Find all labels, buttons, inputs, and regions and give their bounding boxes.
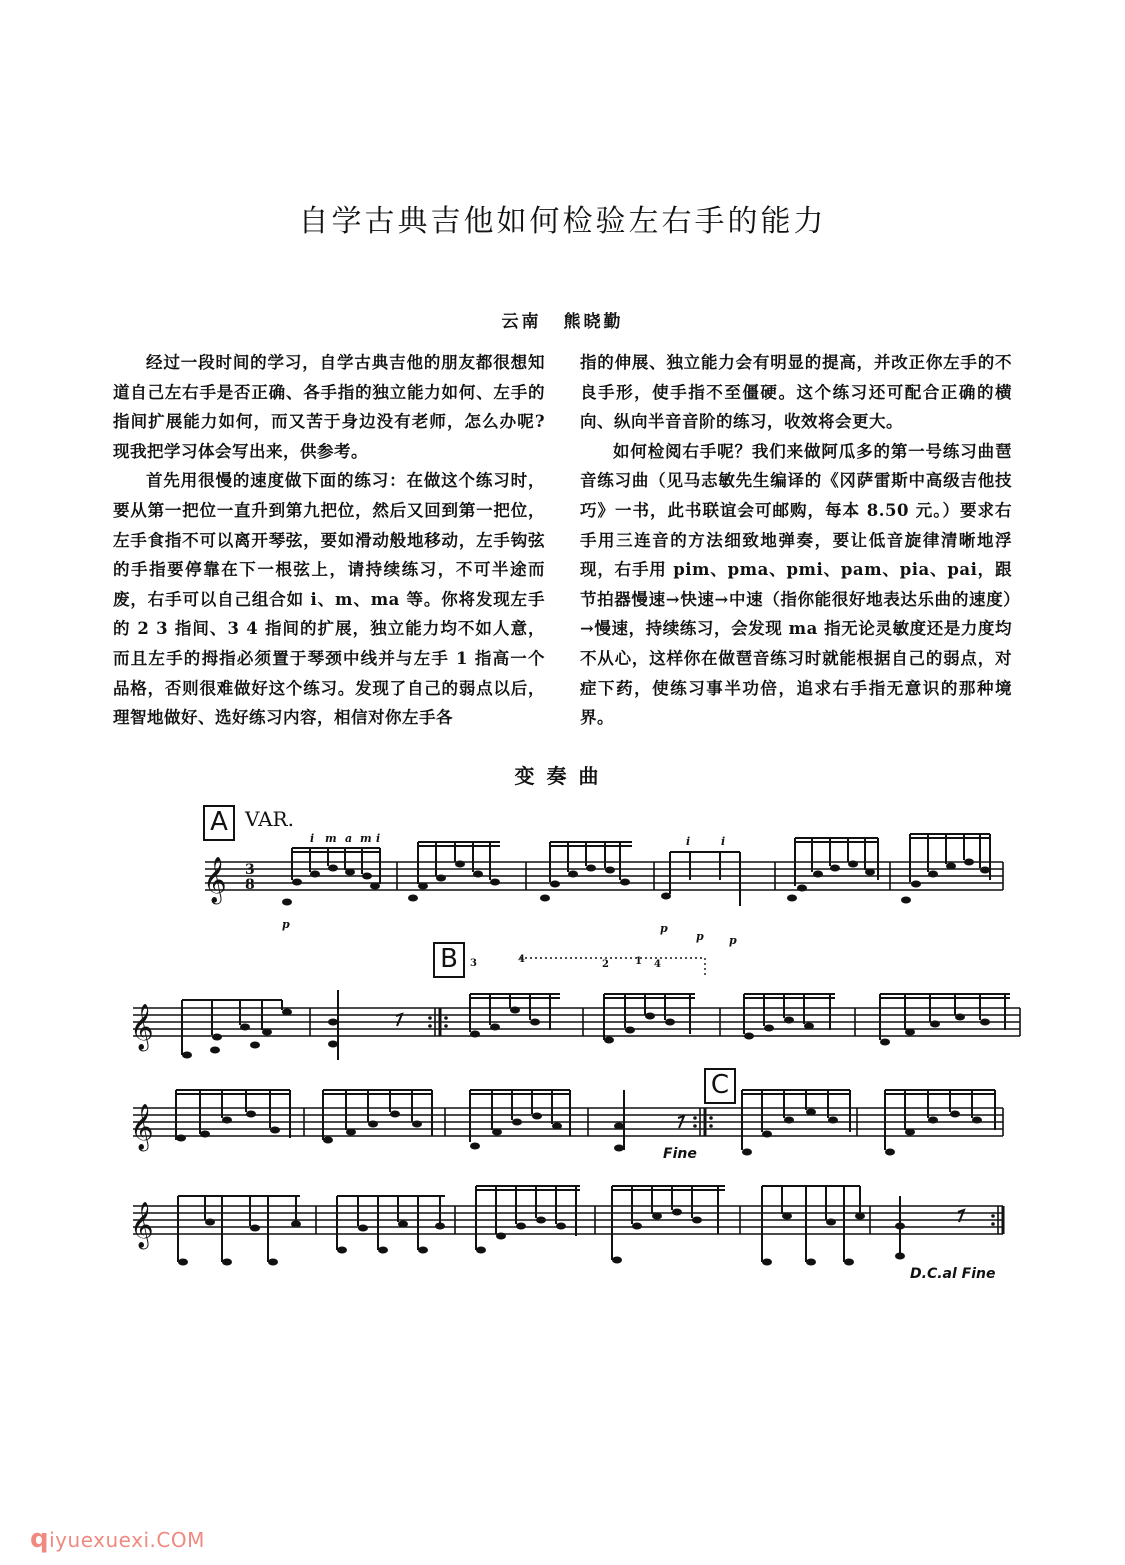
score-title: 变奏曲 <box>514 764 611 788</box>
svg-text:p: p <box>282 918 290 931</box>
paragraph-4: 如何检阅右手呢？我们来做阿瓜多的第一号练习曲琶音练习曲（见马志敏先生编译的《冈萨雷斯中高级吉他技巧》一书，此书联谊会可邮购，每本 8.50 元。）要求右手用三连音的方法细致地弹奏，要让低音旋律清晰地浮现，右手用 pim、pma、pmi、pam、pia、pai，跟节拍器慢速→快速→中速（指你能很好地表达乐曲的速度）→慢速，持续练习，会发现 ma 指无论灵敏度还是力度均不从心，这样你在做琶音练习时就能根据自己的弱点，对症下药，使练习事半功倍，追求右手指无意识的那种境界。 <box>580 441 1012 728</box>
staff-4 <box>133 1206 1003 1234</box>
rehearsal-mark-b: B <box>433 942 465 978</box>
left-hand-fingering <box>470 954 661 970</box>
treble-clef-icon: 𝄞 <box>130 1104 154 1150</box>
svg-text:p: p <box>729 934 737 947</box>
svg-text:2: 2 <box>602 959 609 970</box>
variation-label: VAR. <box>245 807 294 831</box>
svg-text:i: i <box>376 832 381 845</box>
treble-clef-icon: 𝄞 <box>130 1004 154 1050</box>
paragraph-1: 经过一段时间的学习，自学古典吉他的朋友都很想知道自己左右手是否正确、各手指的独立能力如何、左手的指间扩展能力如何，而又苦于身边没有老师，怎么办呢?现我把学习体会写出来，供参考。 <box>113 353 545 461</box>
svg-text:i: i <box>310 832 315 845</box>
svg-text:i: i <box>721 835 726 848</box>
svg-text:1: 1 <box>635 956 642 967</box>
svg-text:3: 3 <box>470 958 477 969</box>
treble-clef-icon: 𝄞 <box>130 1202 154 1248</box>
fine-marking: Fine <box>663 1146 697 1162</box>
time-signature-top: 3 <box>245 862 255 878</box>
paragraph-2: 首先用很慢的速度做下面的练习：在做这个练习时，要从第一把位一直升到第九把位，然后又回到第一把位，左手食指不可以离开琴弦，要如滑动般地移动，左手钩弦的手指要停靠在下一根弦上，请持续练习，不可半途而废，右手可以自己组合如 i、m、ma 等。你将发现左手的 2 3 指间、3 4 指间的扩展，独立能力均不如人意，而且左手的拇指必须置于琴颈中线并与左手 1 指高一个品格，否则很难做好这个练习。发现了自己的弱点以后，理智地做好、选好练习内容，相信对你左手各 <box>113 471 545 728</box>
rehearsal-mark-c: C <box>704 1068 736 1104</box>
author-name: 熊晓勤 <box>563 312 624 332</box>
watermark-text: iyuexuexi.COM <box>49 1528 205 1552</box>
paragraph-3: 指的伸展、独立能力会有明显的提高，并改正你左手的不良手形，使手指不至僵硬。这个练习还可配合正确的横向、纵向半音音阶的练习，收效将会更大。 <box>580 353 1012 432</box>
note-groups <box>176 834 1010 1262</box>
time-signature-bottom: 8 <box>245 877 255 893</box>
treble-clef-icon: 𝄞 <box>203 857 227 903</box>
rehearsal-mark-a: A <box>203 805 235 841</box>
staff-3 <box>133 1108 1003 1136</box>
svg-text:i: i <box>686 835 691 848</box>
article-title: 自学古典吉他如何检验左右手的能力 <box>298 204 827 239</box>
watermark <box>30 1524 205 1554</box>
dc-al-fine-marking: D.C.al Fine <box>910 1266 996 1282</box>
svg-text:4: 4 <box>654 959 661 970</box>
svg-text:m: m <box>325 832 337 845</box>
author-region: 云南 <box>501 312 542 332</box>
svg-text:a: a <box>345 832 353 845</box>
watermark-prefix: q <box>30 1524 50 1554</box>
svg-text:4: 4 <box>518 954 525 965</box>
svg-text:m: m <box>360 832 372 845</box>
note-heads <box>176 859 990 1266</box>
svg-text:p: p <box>660 922 668 935</box>
svg-text:p: p <box>696 930 704 943</box>
